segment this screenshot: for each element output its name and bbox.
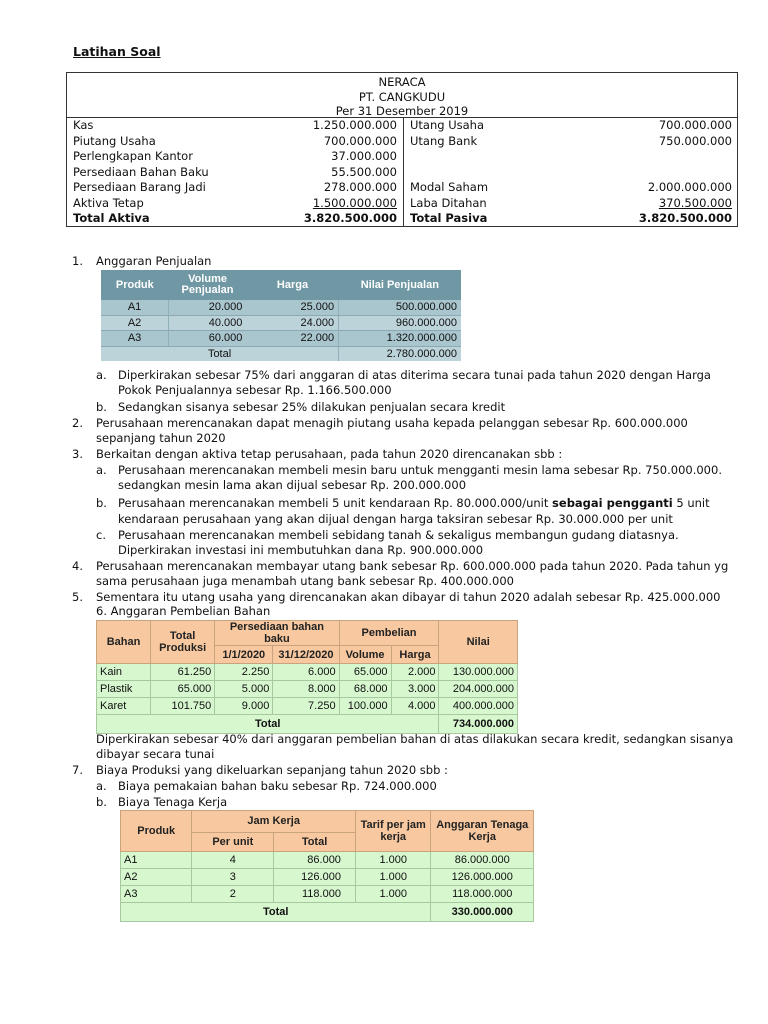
- cell: 8.000: [273, 681, 339, 698]
- row-value: 1.250.000.000: [312, 118, 397, 132]
- list-number: 2.: [72, 416, 83, 430]
- row-label: Laba Ditahan: [410, 195, 487, 210]
- aktiva-row: [67, 118, 403, 134]
- column-header: Bahan: [97, 621, 151, 664]
- row-label: Modal Saham: [410, 180, 489, 194]
- sales-budget-table: [101, 270, 461, 361]
- cell: A3: [121, 886, 192, 903]
- list-letter: b.: [96, 795, 107, 809]
- pasiva-row: [404, 118, 738, 134]
- cell: 24.000: [246, 315, 338, 331]
- table-header-row: [121, 811, 534, 833]
- cell: A2: [101, 315, 169, 331]
- row-label: Piutang Usaha: [73, 133, 156, 148]
- cell: 400.000.000: [439, 698, 518, 715]
- cell: 100.000: [339, 698, 391, 715]
- total-row: [101, 346, 461, 361]
- list-number: 7.: [72, 763, 83, 777]
- list-letter: a.: [96, 368, 107, 382]
- row-value: 278.000.000: [323, 180, 397, 194]
- paragraph-line: sedangkan mesin lama akan dijual sebesar Rp. 200.000.000: [118, 478, 467, 492]
- paragraph-line: Sementara itu utang usaha yang direncanakan akan dibayar di tahun 2020 adalah sebesar Rp. 425.000.000: [96, 590, 721, 604]
- pasiva-row: [404, 196, 738, 212]
- total-value: 330.000.000: [431, 903, 534, 922]
- column-header: Total Produksi: [151, 621, 215, 664]
- cell: 1.000: [355, 852, 431, 869]
- paragraph-line: Diperkirakan sebesar 75% dari anggaran di atas diterima secara tunai pada tahun 2020 dengan Harga: [118, 368, 711, 382]
- column-header: Nilai Penjualan: [339, 270, 461, 300]
- aktiva-row: [67, 196, 403, 212]
- cell: 3: [192, 869, 274, 886]
- cell: 6.000: [273, 664, 339, 681]
- cell: Karet: [97, 698, 151, 715]
- row-value: 55.500.000: [331, 164, 397, 179]
- cell: A1: [121, 852, 192, 869]
- total-value: 2.780.000.000: [339, 346, 461, 361]
- text-segment: Perusahaan merencanakan membeli 5 unit kendaraan Rp. 80.000.000/unit: [118, 496, 553, 510]
- material-purchase-table: [96, 620, 518, 734]
- total-aktiva-row: [67, 211, 403, 227]
- table-row: [101, 300, 461, 315]
- paragraph-line: [118, 496, 710, 512]
- bold-text-segment: sebagai pengganti: [552, 496, 673, 510]
- table-row: [121, 886, 534, 903]
- paragraph-line: Diperkirakan investasi ini membutuhkan dana Rp. 900.000.000: [118, 543, 484, 557]
- column-header: Harga: [391, 646, 439, 664]
- aktiva-row: [67, 149, 403, 165]
- list-number: 4.: [72, 559, 83, 573]
- column-header: Volume Penjualan: [169, 270, 247, 300]
- column-header: Produk: [121, 811, 192, 852]
- section-heading: 6. Anggaran Pembelian Bahan: [96, 604, 271, 618]
- column-header: Produk: [101, 270, 169, 300]
- cell: 7.250: [273, 698, 339, 715]
- row-value: 37.000.000: [331, 149, 397, 163]
- row-value: 700.000.000: [658, 118, 732, 132]
- cell: A2: [121, 869, 192, 886]
- cell: 101.750: [151, 698, 215, 715]
- paragraph-line: sama perusahaan juga menambah utang bank sebesar Rp. 400.000.000: [96, 574, 514, 588]
- table-row: [97, 698, 518, 715]
- cell: 40.000: [169, 315, 247, 331]
- aktiva-row: [67, 180, 403, 196]
- document-title: Latihan Soal: [73, 44, 161, 59]
- labor-budget-table: [120, 810, 534, 922]
- cell: Kain: [97, 664, 151, 681]
- cell: 204.000.000: [439, 681, 518, 698]
- table-row: [101, 315, 461, 331]
- cell: 9.000: [215, 698, 273, 715]
- paragraph-line: Biaya Produksi yang dikeluarkan sepanjang tahun 2020 sbb :: [96, 763, 448, 777]
- list-letter: c.: [96, 528, 106, 542]
- paragraph-line: Pokok Penjualannya sebesar Rp. 1.166.500.000: [118, 383, 392, 397]
- total-label: Total: [101, 346, 339, 361]
- list-number: 3.: [72, 447, 83, 461]
- cell: 2.250: [215, 664, 273, 681]
- row-label: Utang Usaha: [410, 118, 485, 132]
- column-header: Tarif per jam kerja: [355, 811, 431, 852]
- pasiva-row: [404, 180, 738, 196]
- cell: 500.000.000: [339, 300, 461, 315]
- table-row: [101, 331, 461, 347]
- cell: 2.000: [391, 664, 439, 681]
- table-row: [121, 869, 534, 886]
- cell: 1.000: [355, 886, 431, 903]
- column-header: Pembelian: [339, 621, 439, 646]
- cell: 960.000.000: [339, 315, 461, 331]
- cell: 5.000: [215, 681, 273, 698]
- heading-line: NERACA: [378, 75, 426, 89]
- column-header: Jam Kerja: [192, 811, 356, 833]
- total-row: [121, 903, 534, 922]
- row-label: Total Aktiva: [73, 211, 150, 225]
- row-label: Utang Bank: [410, 133, 478, 148]
- section-heading: Anggaran Penjualan: [96, 254, 212, 268]
- cell: 1.000: [355, 869, 431, 886]
- cell: 25.000: [246, 300, 338, 315]
- aktiva-row: [67, 134, 403, 150]
- cell: 60.000: [169, 331, 247, 347]
- cell: 68.000: [339, 681, 391, 698]
- cell: 2: [192, 886, 274, 903]
- column-header: Nilai: [439, 621, 518, 664]
- heading-line: PT. CANGKUDU: [358, 89, 446, 104]
- list-letter: b.: [96, 400, 107, 414]
- cell: 126.000.000: [431, 869, 534, 886]
- column-header: Persediaan bahan baku: [215, 621, 339, 646]
- pasiva-row: [404, 134, 738, 150]
- column-header: Anggaran Tenaga Kerja: [431, 811, 534, 852]
- row-label: Perlengkapan Kantor: [73, 149, 193, 163]
- heading-line: Per 31 Desember 2019: [335, 104, 469, 118]
- row-value: 700.000.000: [323, 133, 397, 148]
- list-letter: b.: [96, 496, 107, 510]
- cell: 61.250: [151, 664, 215, 681]
- cell: 20.000: [169, 300, 247, 315]
- row-label: Total Pasiva: [410, 211, 488, 225]
- row-value: 370.500.000: [658, 195, 732, 210]
- row-label: Persediaan Barang Jadi: [73, 180, 206, 194]
- total-label: Total: [97, 715, 439, 734]
- list-number: 1.: [72, 254, 83, 268]
- column-header: 1/1/2020: [215, 646, 273, 664]
- column-header: Per unit: [192, 832, 274, 851]
- cell: 86.000.000: [431, 852, 534, 869]
- cell: 65.000: [151, 681, 215, 698]
- row-label: Aktiva Tetap: [73, 195, 144, 210]
- paragraph-line: Perusahaan merencanakan membayar utang bank sebesar Rp. 600.000.000 pada tahun 2020. Pada tahun yg: [96, 559, 729, 573]
- text-segment: 5 unit: [672, 496, 710, 510]
- cell: 22.000: [246, 331, 338, 347]
- paragraph-line: Diperkirakan sebesar 40% dari anggaran pembelian bahan di atas dilakukan secara kredit, sedangkan sisanya: [96, 732, 734, 746]
- list-letter: a.: [96, 463, 107, 477]
- total-label: Total: [121, 903, 431, 922]
- table-row: [97, 681, 518, 698]
- paragraph-line: Sedangkan sisanya sebesar 25% dilakukan penjualan secara kredit: [118, 400, 506, 414]
- list-letter: a.: [96, 779, 107, 793]
- table-row: [97, 664, 518, 681]
- paragraph-line: sepanjang tahun 2020: [96, 431, 226, 445]
- cell: 4: [192, 852, 274, 869]
- paragraph-line: Berkaitan dengan aktiva tetap perusahaan, pada tahun 2020 direncanakan sbb :: [96, 447, 563, 461]
- row-value: 1.500.000.000: [312, 195, 397, 210]
- cell: A1: [101, 300, 169, 315]
- paragraph-line: Biaya pemakaian bahan baku sebesar Rp. 724.000.000: [118, 779, 437, 793]
- cell: 1.320.000.000: [339, 331, 461, 347]
- paragraph-line: dibayar secara tunai: [96, 747, 215, 761]
- column-header: Total: [274, 832, 356, 851]
- table-header-row: [97, 621, 518, 646]
- row-value: 3.820.500.000: [638, 211, 732, 225]
- row-value: 2.000.000.000: [647, 180, 732, 194]
- aktiva-row: [67, 165, 403, 181]
- total-value: 734.000.000: [439, 715, 518, 734]
- paragraph-line: kendaraan perusahaan yang akan dijual dengan harga taksiran sebesar Rp. 30.000.000 per unit: [118, 512, 673, 526]
- total-row: [97, 715, 518, 734]
- table-row: [121, 852, 534, 869]
- cell: Plastik: [97, 681, 151, 698]
- section-heading: Biaya Tenaga Kerja: [118, 795, 228, 809]
- cell: 126.000: [274, 869, 356, 886]
- cell: 118.000.000: [431, 886, 534, 903]
- paragraph-line: Perusahaan merencanakan membeli sebidang tanah & sekaligus membangun gudang diatasnya.: [118, 528, 679, 542]
- cell: A3: [101, 331, 169, 347]
- balance-sheet-heading: [67, 73, 737, 118]
- column-header: Volume: [339, 646, 391, 664]
- row-value: 750.000.000: [658, 133, 732, 148]
- cell: 118.000: [274, 886, 356, 903]
- column-header: Harga: [246, 270, 338, 300]
- cell: 4.000: [391, 698, 439, 715]
- row-label: Kas: [73, 118, 94, 132]
- list-number: 5.: [72, 590, 83, 604]
- cell: 130.000.000: [439, 664, 518, 681]
- cell: 86.000: [274, 852, 356, 869]
- paragraph-line: Perusahaan merencanakan dapat menagih piutang usaha kepada pelanggan sebesar Rp. 600.000.000: [96, 416, 688, 430]
- table-header-row: [101, 270, 461, 300]
- row-label: Persediaan Bahan Baku: [73, 164, 209, 179]
- cell: 65.000: [339, 664, 391, 681]
- row-value: 3.820.500.000: [303, 211, 397, 225]
- column-header: 31/12/2020: [273, 646, 339, 664]
- balance-sheet: [66, 72, 738, 227]
- total-pasiva-row: [404, 211, 738, 227]
- cell: 3.000: [391, 681, 439, 698]
- paragraph-line: Perusahaan merencanakan membeli mesin baru untuk mengganti mesin lama sebesar Rp. 750.000.000.: [118, 463, 722, 477]
